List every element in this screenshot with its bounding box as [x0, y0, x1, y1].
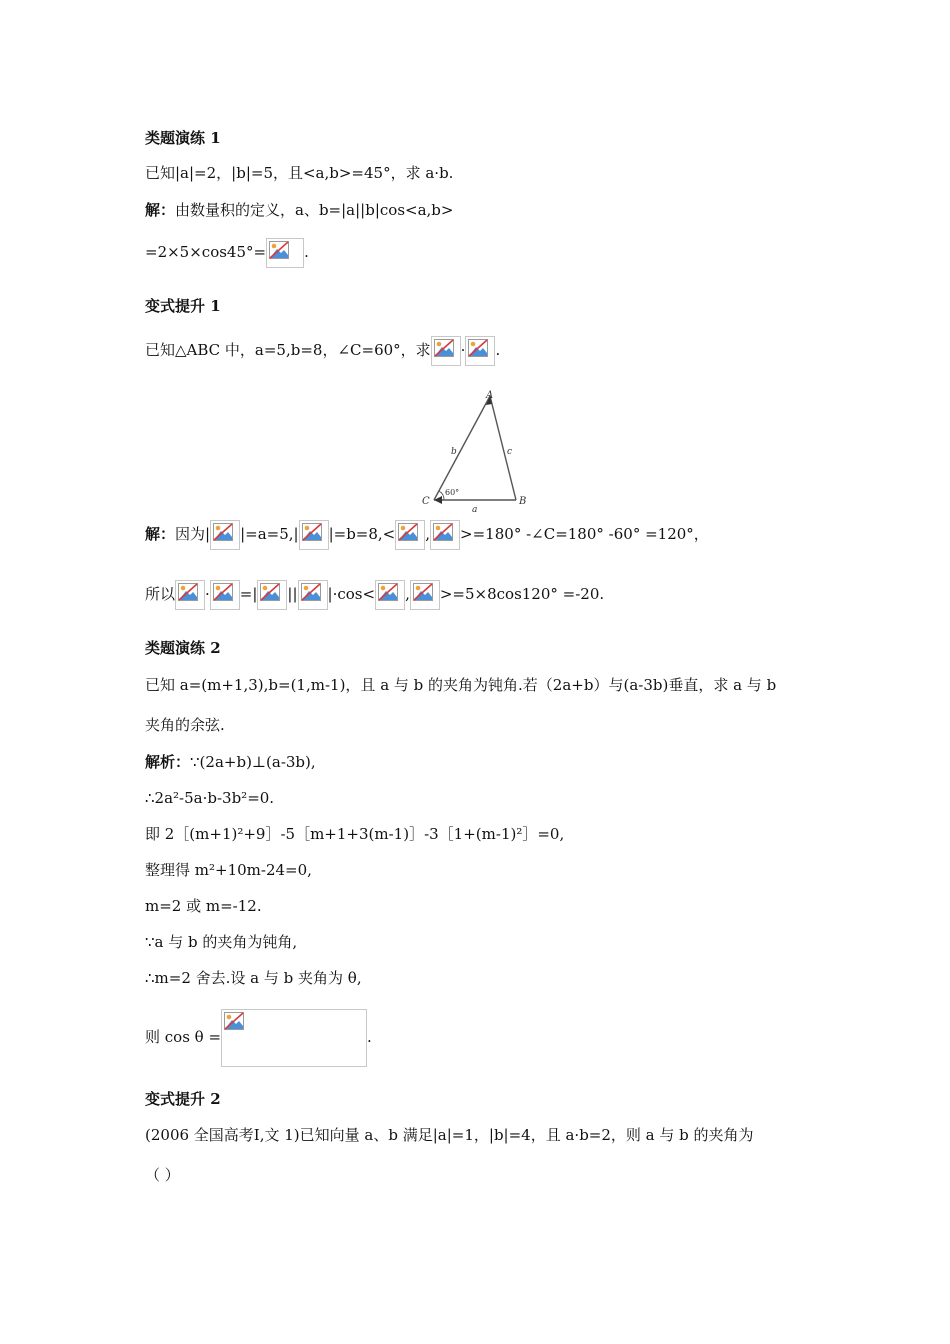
broken-image-icon: [434, 339, 454, 357]
section-title-1: 类题演练 1: [145, 129, 221, 147]
solution-text: =|: [239, 585, 258, 603]
solution-3-line-8: [145, 1008, 372, 1066]
solution-label: 解：: [145, 201, 176, 219]
solution-3-line-3: 即 2［(m+1)²+9］-5［m+1+3(m-1)］-3［1+(m-1)²］=0,: [145, 825, 565, 843]
solution-text: ∵(2a+b)⊥(a-3b),: [190, 753, 316, 771]
vector-image: [299, 520, 329, 550]
vector-image: [430, 520, 460, 550]
solution-text: |=b=8,<: [328, 525, 396, 543]
vector-image: [410, 580, 440, 610]
solution-label: 解析：: [145, 753, 191, 771]
broken-image-icon: [260, 583, 280, 601]
solution-label: 解：: [145, 525, 176, 543]
vector-image: [395, 520, 425, 550]
solution-text: =2×5×cos45°=: [145, 243, 267, 261]
answer-blank: （ ）: [145, 1166, 180, 1184]
solution-text: |·cos<: [327, 585, 376, 603]
label-A: A: [486, 390, 494, 401]
broken-image-icon: [269, 241, 289, 259]
question-text: ·: [460, 341, 466, 359]
solution-text: .: [367, 1028, 372, 1046]
label-B: B: [519, 496, 527, 507]
solution-text: 因为|: [175, 525, 211, 543]
solution-text: 所以: [145, 585, 176, 603]
solution-text: ,: [425, 525, 431, 543]
solution-3-line-1: [145, 752, 316, 772]
label-c: c: [507, 447, 513, 457]
question-text: 已知△ABC 中，a=5,b=8，∠C=60°，求: [145, 341, 431, 359]
solution-3-line-2: ∴2a²-5a·b-3b²=0.: [145, 789, 275, 807]
solution-text: ·: [205, 585, 210, 603]
vector-image: [465, 336, 495, 366]
solution-text: >=5×8cos120° =-20.: [439, 585, 605, 603]
question-3-line-1: 已知 a=(m+1,3),b=(1,m-1)，且 a 与 b 的夹角为钝角.若（2a+b）与(a-3b)垂直，求 a 与 b: [145, 676, 777, 694]
section-title-4: 变式提升 2: [145, 1090, 221, 1108]
formula-image: [221, 1009, 367, 1067]
triangle-figure: [420, 386, 540, 516]
broken-image-icon: [213, 583, 233, 601]
side-b: [434, 396, 490, 500]
question-text: .: [495, 341, 501, 359]
broken-image-icon: [378, 583, 398, 601]
label-a: a: [472, 505, 478, 515]
solution-2-line-2: [145, 580, 604, 610]
vector-image: [431, 336, 461, 366]
broken-image-icon: [213, 523, 233, 541]
solution-text: >=180° -∠C=180° -60° =120°，: [460, 525, 709, 543]
question-1: 已知|a|=2，|b|=5，且<a,b>=45°，求 a·b.: [145, 164, 454, 182]
solution-2-line-1: [145, 520, 709, 550]
solution-text: 由数量积的定义，a、b=|a||b|cos<a,b>: [175, 201, 454, 219]
formula-image: [266, 238, 304, 268]
side-c: [490, 396, 516, 500]
solution-text: .: [304, 243, 309, 261]
solution-text: 则 cos θ =: [145, 1028, 222, 1046]
broken-image-icon: [302, 523, 322, 541]
label-b: b: [451, 447, 457, 457]
broken-image-icon: [398, 523, 418, 541]
broken-image-icon: [413, 583, 433, 601]
label-angle: 60°: [445, 488, 460, 497]
solution-3-line-4: 整理得 m²+10m-24=0,: [145, 861, 312, 879]
solution-3-line-7: ∴m=2 舍去.设 a 与 b 夹角为 θ,: [145, 969, 362, 987]
broken-image-icon: [301, 583, 321, 601]
label-C: C: [422, 496, 430, 507]
question-3-line-2: 夹角的余弦.: [145, 716, 225, 734]
broken-image-icon: [433, 523, 453, 541]
solution-text: |=a=5,|: [240, 525, 299, 543]
vector-image: [375, 580, 405, 610]
question-4-line-1: (2006 全国高考Ⅰ,文 1)已知向量 a、b 满足|a|=1，|b|=4，且 a·b=2，则 a 与 b 的夹角为: [145, 1126, 754, 1144]
broken-image-icon: [224, 1012, 244, 1030]
solution-text: ,: [405, 585, 410, 603]
section-title-3: 类题演练 2: [145, 639, 221, 657]
solution-text: ||: [287, 585, 298, 603]
vector-image: [210, 520, 240, 550]
broken-image-icon: [178, 583, 198, 601]
vector-image: [175, 580, 205, 610]
solution-1-line-1: [145, 200, 453, 220]
vector-image: [210, 580, 240, 610]
section-title-2: 变式提升 1: [145, 297, 221, 315]
question-2: [145, 336, 500, 366]
vector-image: [298, 580, 328, 610]
vector-image: [257, 580, 287, 610]
solution-1-line-2: [145, 238, 309, 268]
broken-image-icon: [468, 339, 488, 357]
solution-3-line-6: ∵a 与 b 的夹角为钝角,: [145, 933, 298, 951]
solution-3-line-5: m=2 或 m=-12.: [145, 897, 262, 915]
